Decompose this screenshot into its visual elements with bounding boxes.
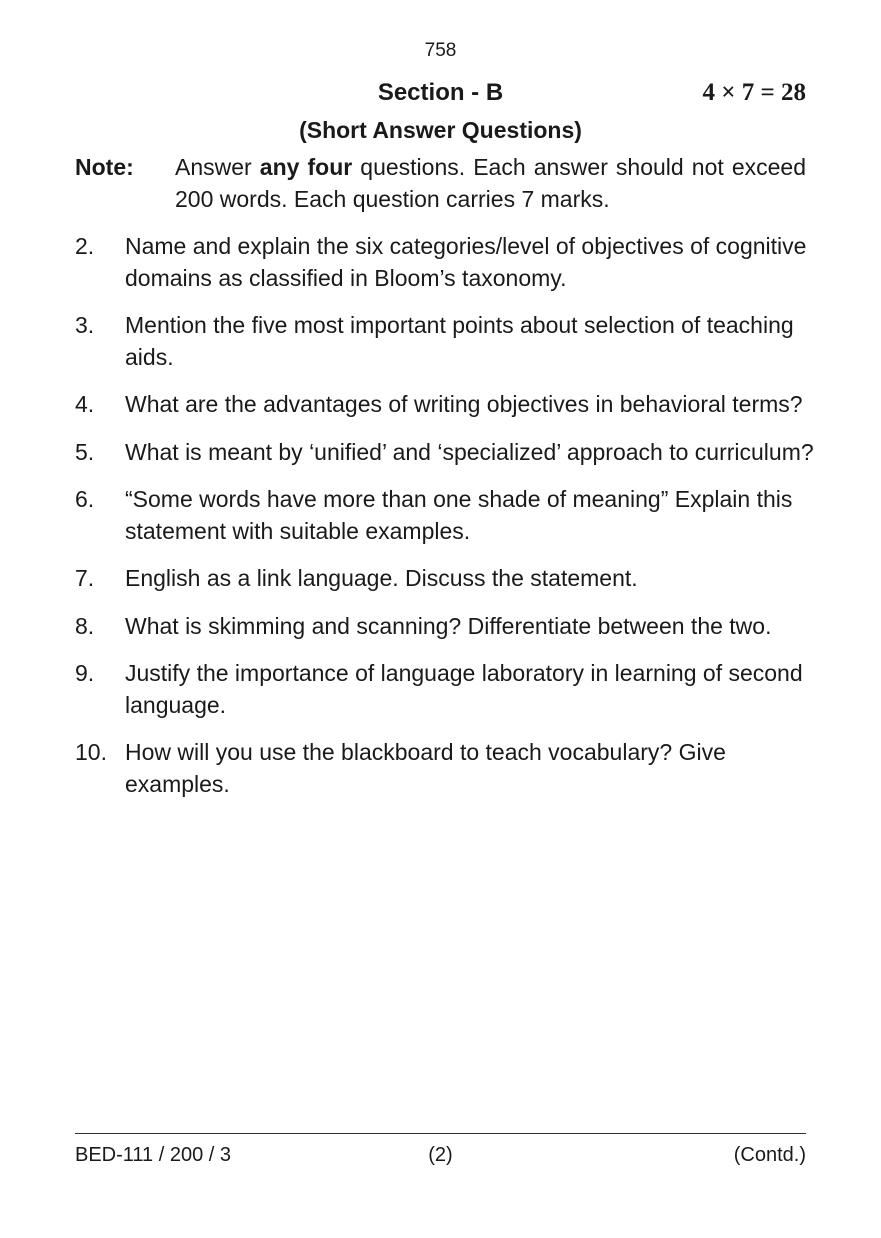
question-list — [75, 231, 815, 816]
section-title: Section - B — [377, 79, 504, 106]
question-item — [75, 484, 815, 547]
question-item — [75, 231, 815, 294]
question-number: 6. — [75, 486, 95, 512]
question-number: 8. — [75, 612, 95, 639]
note-label: Note: — [75, 154, 134, 180]
question-number: 2. — [75, 233, 95, 259]
footer-divider — [75, 1133, 806, 1134]
question-text: Name and explain the six categories/level of objectives of cognitive domains as classified in Bloom’s taxonomy. — [125, 233, 807, 291]
question-number: 7. — [75, 565, 95, 591]
question-number: 3. — [75, 312, 95, 338]
question-item — [75, 563, 815, 595]
question-item — [75, 611, 815, 643]
continued-label: (Contd.) — [733, 1144, 806, 1166]
note-emphasis: any four — [259, 154, 353, 180]
paper-code: BED-111 / 200 / 3 — [75, 1144, 232, 1166]
section-subtitle: (Short Answer Questions) — [299, 117, 582, 143]
note-text-after: questions. Each answer should not exceed 200 words. Each question carries 7 marks. — [175, 154, 806, 212]
question-number: 5. — [75, 438, 95, 465]
question-text: Mention the five most important points about selection of teaching aids. — [125, 312, 794, 370]
question-number: 10. — [75, 739, 107, 765]
question-text: What is skimming and scanning? Differentiate between the two. — [125, 612, 772, 639]
marks-allocation: 4 × 7 = 28 — [702, 79, 806, 106]
instructions-note — [75, 152, 806, 215]
question-text: “Some words have more than one shade of meaning” Explain this statement with suitable examples. — [125, 486, 793, 544]
footer-page-number: (2) — [428, 1144, 453, 1166]
question-number: 4. — [75, 391, 95, 417]
question-text: English as a link language. Discuss the statement. — [125, 565, 638, 591]
question-item — [75, 310, 815, 373]
question-text: What is meant by ‘unified’ and ‘specialized’ approach to curriculum? — [125, 438, 814, 465]
question-number: 9. — [75, 660, 95, 686]
question-item — [75, 658, 815, 721]
question-item — [75, 737, 815, 800]
page-number: 758 — [424, 40, 457, 61]
question-text: What are the advantages of writing objectives in behavioral terms? — [125, 391, 803, 417]
note-text — [175, 152, 806, 215]
question-item — [75, 389, 815, 421]
question-text: How will you use the blackboard to teach vocabulary? Give examples. — [125, 739, 726, 797]
question-text: Justify the importance of language laboratory in learning of second language. — [125, 660, 803, 718]
note-text-before: Answer — [175, 154, 260, 180]
question-item — [75, 437, 815, 469]
